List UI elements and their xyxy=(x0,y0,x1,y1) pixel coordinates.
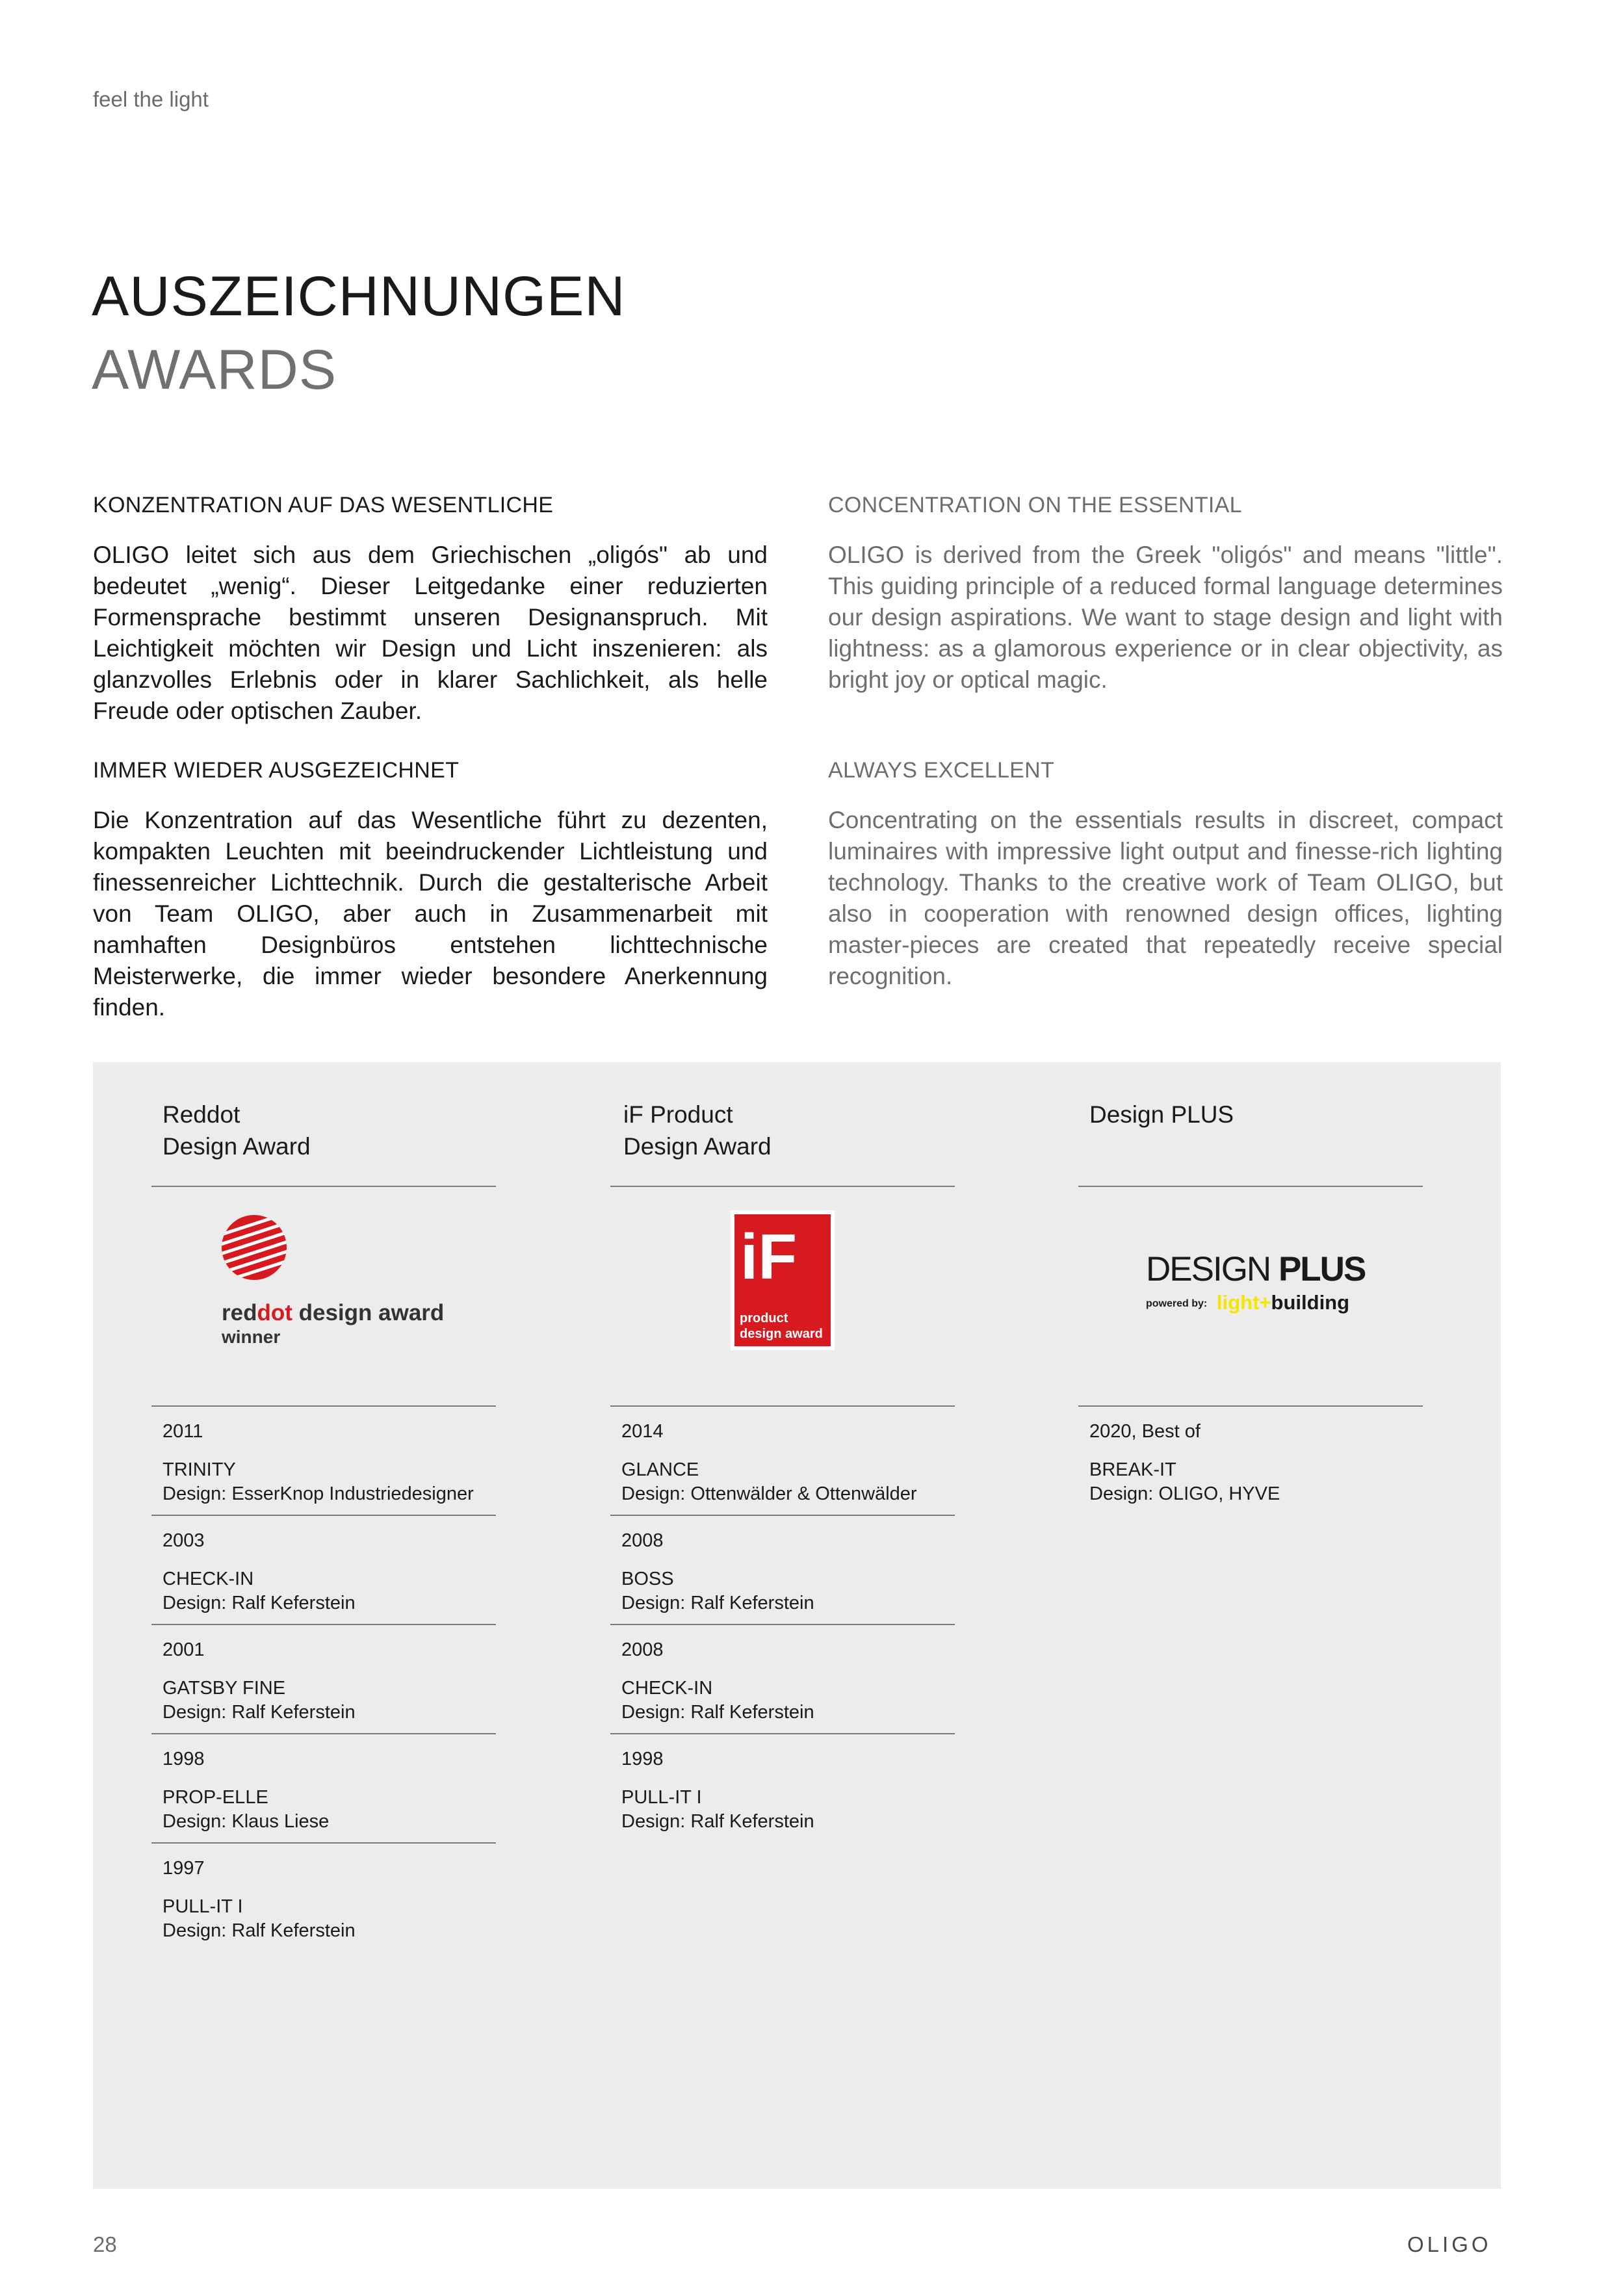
award-name: Design PLUS xyxy=(1089,1101,1234,1128)
header-tagline: feel the light xyxy=(93,87,209,111)
award-designer: Design: Ralf Keferstein xyxy=(162,1702,356,1723)
award-name: Reddot Design Award xyxy=(162,1101,311,1160)
section-body: Concentrating on the essentials results in discreet, compact luminaires with impressive light output and finesse-rich lighting technology. Thanks to the creative work of Team OLIGO, but also in cooperation with renowned design offices, lighting master-pieces are created that repeatedly receive special recognition. xyxy=(828,807,1503,989)
award-year: 2008 xyxy=(621,1530,664,1551)
award-product: CHECK-IN xyxy=(162,1569,254,1589)
divider xyxy=(151,1186,496,1187)
award-year: 1998 xyxy=(621,1749,664,1769)
award-product: GLANCE xyxy=(621,1459,699,1480)
svg-text:product: product xyxy=(740,1311,788,1325)
award-year: 1997 xyxy=(162,1858,205,1879)
list-item xyxy=(610,1515,955,1624)
design-plus-logo-icon xyxy=(1078,1199,1423,1413)
reddot-logo xyxy=(151,1199,496,1413)
award-designer: Design: EsserKnop Industriedesigner xyxy=(162,1483,474,1504)
award-product: CHECK-IN xyxy=(621,1678,713,1699)
brand-logo: OLIGO xyxy=(1407,2232,1492,2256)
award-product: GATSBY FINE xyxy=(162,1678,286,1699)
list-item xyxy=(151,1842,496,1951)
list-item xyxy=(1078,1405,1423,1515)
award-entries xyxy=(1078,1405,1423,1515)
svg-text:winner: winner xyxy=(222,1327,281,1347)
list-item xyxy=(610,1624,955,1733)
section-body: Die Konzentration auf das Wesentliche führt zu dezenten, kompakten Leuchten mit beeindruckender Lichtleistung und finessenreicher Lichttechnik. Durch die gestalterische Arbeit von Team OLIGO, aber auch in Zusammenarbeit mit namhaften Designbüros entstehen lichttechnische Meisterwerke, die immer wieder besondere Anerkennung finden. xyxy=(93,807,768,1021)
award-product: BREAK-IT xyxy=(1089,1459,1176,1480)
award-year: 2003 xyxy=(162,1530,205,1551)
list-item xyxy=(151,1515,496,1624)
award-entries xyxy=(610,1405,955,1842)
if-logo xyxy=(610,1199,955,1413)
award-product: BOSS xyxy=(621,1569,674,1589)
award-entries xyxy=(151,1405,496,1951)
award-designer: Design: Ottenwälder & Ottenwälder xyxy=(621,1483,917,1504)
page-title-german: AUSZEICHNUNGEN xyxy=(92,265,626,328)
section-heading: KONZENTRATION AUF DAS WESENTLICHE xyxy=(93,493,554,517)
if-logo-icon xyxy=(610,1199,955,1413)
award-designer: Design: Ralf Keferstein xyxy=(621,1593,814,1613)
divider xyxy=(1078,1186,1423,1187)
section-body: OLIGO is derived from the Greek "oligós" and means "little". This guiding principle of a reduced formal language determines our design aspirations. We want to stage design and light with lightness: as a glamorous experience or in clear objectivity, as bright joy or optical magic. xyxy=(828,541,1503,693)
list-item xyxy=(151,1624,496,1733)
award-year: 1998 xyxy=(162,1749,205,1769)
page-title-english: AWARDS xyxy=(92,339,337,401)
reddot-logo-icon xyxy=(151,1199,496,1413)
list-item xyxy=(610,1733,955,1842)
award-designer: Design: Ralf Keferstein xyxy=(162,1593,356,1613)
svg-text:light+building: light+building xyxy=(1217,1291,1350,1314)
award-year: 2014 xyxy=(621,1421,664,1442)
award-product: PROP-ELLE xyxy=(162,1787,268,1808)
section-en-1 xyxy=(828,494,1503,696)
list-item xyxy=(610,1405,955,1515)
award-designer: Design: Ralf Keferstein xyxy=(621,1811,814,1832)
award-designer: Design: Ralf Keferstein xyxy=(162,1920,356,1941)
divider xyxy=(610,1186,955,1187)
award-year: 2011 xyxy=(162,1421,203,1442)
award-product: TRINITY xyxy=(162,1459,236,1480)
awards-panel xyxy=(93,1062,1501,2189)
section-heading: IMMER WIEDER AUSGEZEICHNET xyxy=(93,758,460,783)
section-de-1 xyxy=(93,494,768,727)
award-designer: Design: Ralf Keferstein xyxy=(621,1702,814,1723)
svg-text:DESIGN PLUS: DESIGN PLUS xyxy=(1146,1250,1366,1288)
svg-text:design award: design award xyxy=(740,1327,823,1341)
award-name: iF Product Design Award xyxy=(623,1101,772,1160)
design-plus-logo xyxy=(1078,1199,1423,1413)
section-heading: CONCENTRATION ON THE ESSENTIAL xyxy=(828,493,1242,517)
award-designer: Design: OLIGO, HYVE xyxy=(1089,1483,1280,1504)
page-number: 28 xyxy=(93,2232,117,2256)
list-item xyxy=(151,1405,496,1515)
section-en-2 xyxy=(828,759,1503,992)
award-year: 2008 xyxy=(621,1639,664,1660)
svg-text:reddot design award: reddot design award xyxy=(222,1300,445,1325)
award-year: 2020, Best of xyxy=(1089,1421,1201,1442)
section-body: OLIGO leitet sich aus dem Griechischen „oligós" ab und bedeutet „wenig“. Dieser Leitgedanke einer reduzierten Formensprache bestimmt unseren Designanspruch. Mit Leichtigkeit möchten wir Design und Licht inszenieren: als glanzvolles Erlebnis oder in klarer Sachlichkeit, als helle Freude oder optischen Zauber. xyxy=(93,541,768,724)
section-heading: ALWAYS EXCELLENT xyxy=(828,758,1055,783)
award-product: PULL-IT I xyxy=(621,1787,702,1808)
award-product: PULL-IT I xyxy=(162,1896,243,1917)
svg-text:iF: iF xyxy=(740,1221,798,1292)
section-de-2 xyxy=(93,759,768,1023)
award-designer: Design: Klaus Liese xyxy=(162,1811,330,1832)
list-item xyxy=(151,1733,496,1842)
svg-text:powered by:: powered by: xyxy=(1146,1298,1208,1309)
award-year: 2001 xyxy=(162,1639,205,1660)
